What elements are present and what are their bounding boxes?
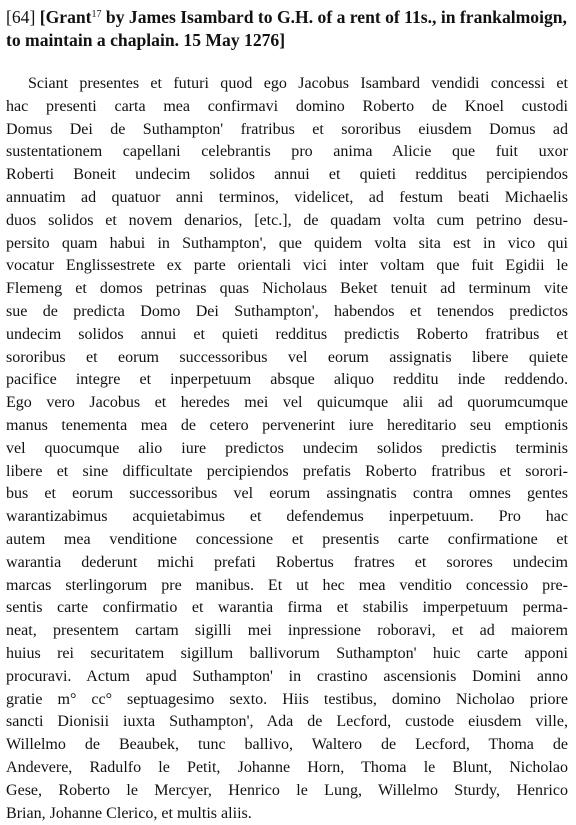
body-line: pacifice integre et inperpetuum absque aliquo redditu inde reddendo. bbox=[6, 369, 568, 392]
body-line: persito quam habui in Suthampton', que quidem volta sita est in vico qui bbox=[6, 233, 568, 256]
body-line: Roberti Boneit undecim solidos annui et quieti redditus percipiendos bbox=[6, 164, 568, 187]
body-line: Sciant presentes et futuri quod ego Jacobus Isambard vendidi concessi et bbox=[6, 73, 568, 96]
body-line: huius rei securitatem sigillum ballivorum Suthampton' huic carte apponi bbox=[6, 643, 568, 666]
body-line: gratie m° cc° septuagesimo sexto. Hiis testibus, domino Nicholao priore bbox=[6, 689, 568, 712]
document-body bbox=[6, 73, 568, 825]
document-title bbox=[6, 7, 567, 50]
body-line: annuatim ad quatuor anni terminos, videlicet, ad festum beati Michaelis bbox=[6, 187, 568, 210]
body-line: neat, presentem cartam sigilli mei inpressione roboravi, et ad maiorem bbox=[6, 620, 568, 643]
title-before-note: [Grant bbox=[40, 7, 92, 27]
body-line: vel quocumque alio iure predictos undecim solidos predictis terminis bbox=[6, 438, 568, 461]
document-heading bbox=[6, 6, 568, 52]
body-line: Andevere, Radulfo le Petit, Johanne Horn, Thoma le Blunt, Nicholao bbox=[6, 757, 568, 780]
body-line: procuravi. Actum apud Suthampton' in crastino ascensionis Domini anno bbox=[6, 666, 568, 689]
body-line: marcas sterlingorum pre manibus. Et ut hec mea venditio concessio pre- bbox=[6, 575, 568, 598]
footnote-reference: 17 bbox=[92, 9, 102, 20]
body-line: sororibus et eorum successoribus vel eorum assignatis libere quiete bbox=[6, 347, 568, 370]
body-line: Ego vero Jacobus et heredes mei vel quicumque alii ad quorumcumque bbox=[6, 392, 568, 415]
body-line: warantia dederunt michi prefati Robertus fratres et sorores undecim bbox=[6, 552, 568, 575]
body-line: Domus Dei de Suthampton' fratribus et sororibus eiusdem Domus ad bbox=[6, 119, 568, 142]
body-line: Flemeng et domos petrinas quas Nicholaus Beket tenuit ad terminum vite bbox=[6, 278, 568, 301]
body-line: sancti Dionisii iuxta Suthampton', Ada de Lecford, custode eiusdem ville, bbox=[6, 711, 568, 734]
body-line: undecim solidos annui et quieti redditus predictis Roberto fratribus et bbox=[6, 324, 568, 347]
body-line: hac presenti carta mea confirmavi domino Roberto de Knoel custodi bbox=[6, 96, 568, 119]
body-line: warantizabimus acquietabimus et defendemus inperpetuum. Pro hac bbox=[6, 506, 568, 529]
document-number: [64] bbox=[6, 7, 35, 27]
title-after-note: by James Isambard to G.H. of a rent of 11s., in frankalmoign, to maintain a chaplain. 15 May 1276] bbox=[6, 7, 567, 50]
body-line: manus tenementa mea de cetero pervenerint iure hereditario seu emptionis bbox=[6, 415, 568, 438]
body-line: Gese, Roberto le Mercyer, Henrico le Lung, Willelmo Sturdy, Henrico bbox=[6, 780, 568, 803]
body-line: sustentationem capellani celebrantis pro anima Alicie que fuit uxor bbox=[6, 141, 568, 164]
body-line: vocatur Englissestrete ex parte orientali vici inter voltam que fuit Egidii le bbox=[6, 255, 568, 278]
body-line: bus et eorum successoribus vel eorum assingnatis contra omnes gentes bbox=[6, 483, 568, 506]
body-line: sue de predicta Domo Dei Suthampton', habendos et tenendos predictos bbox=[6, 301, 568, 324]
body-line: Willelmo de Beaubek, tunc ballivo, Waltero de Lecford, Thoma de bbox=[6, 734, 568, 757]
body-line: Brian, Johanne Clerico, et multis aliis. bbox=[6, 803, 568, 825]
body-line: libere et sine difficultate percipiendos prefatis Roberto fratribus et sorori- bbox=[6, 461, 568, 484]
document-page bbox=[6, 6, 568, 825]
body-line: autem mea venditione concessione et presentis carte confirmatione et bbox=[6, 529, 568, 552]
body-line: duos solidos et novem denarios, [etc.], de quadam volta cum petrino desu- bbox=[6, 210, 568, 233]
body-line: sentis carte confirmatio et warantia firma et stabilis imperpetuum perma- bbox=[6, 597, 568, 620]
